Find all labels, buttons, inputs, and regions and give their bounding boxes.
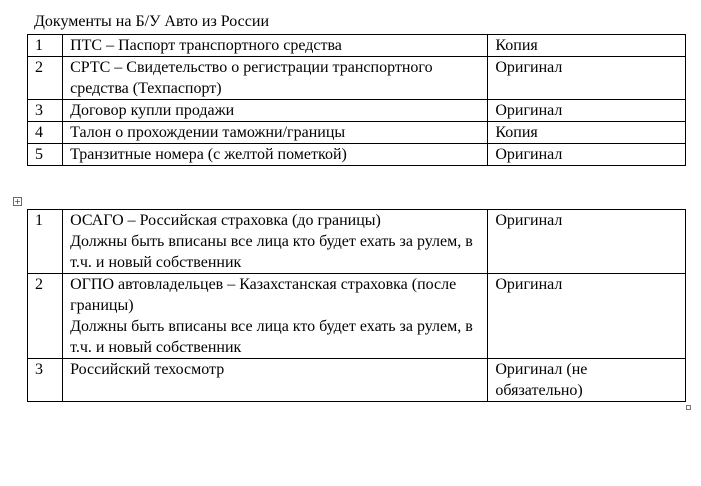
documents-table: [27, 34, 686, 166]
document-name: ОСАГО – Российская страховка (до границы): [70, 212, 381, 229]
table-row: [28, 100, 686, 122]
resize-handle-icon[interactable]: [686, 405, 691, 410]
document-status: Оригинал: [488, 210, 686, 274]
table-row: [28, 144, 686, 166]
row-number: 1: [28, 35, 63, 57]
move-cross-icon[interactable]: +: [14, 197, 21, 206]
row-number: 2: [28, 57, 63, 100]
document-status: Оригинал (не обязательно): [488, 359, 686, 402]
document-status: Оригинал: [488, 274, 686, 359]
row-number: 1: [28, 210, 63, 274]
document-heading: Документы на Б/У Авто из России: [34, 13, 270, 30]
row-number: 3: [28, 100, 63, 122]
table-row: [28, 57, 686, 100]
table-row: [28, 210, 686, 274]
table-row: [28, 35, 686, 57]
document-cell: [63, 359, 488, 402]
row-number: 3: [28, 359, 63, 402]
table-row: [28, 359, 686, 402]
document-status: Копия: [488, 35, 686, 57]
row-number: 4: [28, 122, 63, 144]
row-number: 2: [28, 274, 63, 359]
document-status: Оригинал: [488, 144, 686, 166]
document-status: Копия: [488, 122, 686, 144]
row-number: 5: [28, 144, 63, 166]
document-name: ПТС – Паспорт транспортного средства: [63, 35, 488, 57]
document-name: Талон о прохождении таможни/границы: [63, 122, 488, 144]
document-name: Российский техосмотр: [70, 361, 225, 378]
document-name: ОГПО автовладельцев – Казахстанская страховка (после границы): [70, 276, 457, 314]
document-status: Оригинал: [488, 57, 686, 100]
document-name: СРТС – Свидетельство о регистрации транспортного средства (Техпаспорт): [63, 57, 488, 100]
document-name: Транзитные номера (с желтой пометкой): [63, 144, 488, 166]
document-cell: [63, 274, 488, 359]
insurance-table: [27, 209, 686, 402]
document-note: Должны быть вписаны все лица кто будет ехать за рулем, в т.ч. и новый собственник: [70, 318, 473, 356]
document-note: Должны быть вписаны все лица кто будет ехать за рулем, в т.ч. и новый собственник: [70, 233, 473, 271]
document-status: Оригинал: [488, 100, 686, 122]
table-row: [28, 122, 686, 144]
table-row: [28, 274, 686, 359]
document-name: Договор купли продажи: [63, 100, 488, 122]
document-cell: [63, 210, 488, 274]
